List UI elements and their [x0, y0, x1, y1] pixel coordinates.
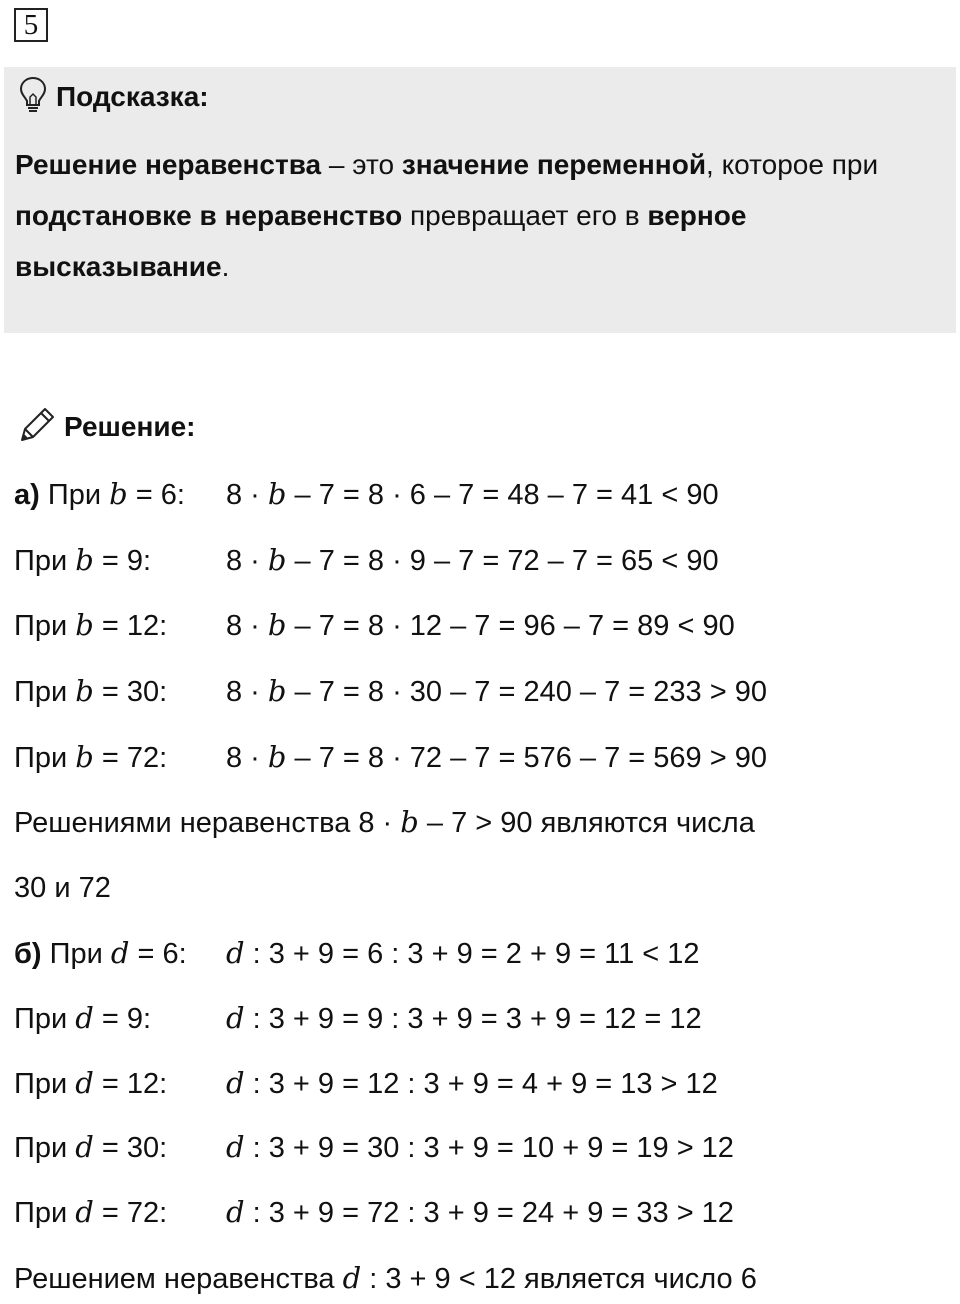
conclusion-text [14, 807, 755, 839]
row-condition [14, 1063, 167, 1104]
row-condition [14, 933, 187, 974]
text-run: : 3 + 9 = 72 : 3 + 9 = 24 + 9 = 33 > 12 [244, 1197, 734, 1229]
lightbulb-icon [18, 75, 48, 120]
text-run: При [14, 1197, 76, 1229]
variable: d [75, 1066, 94, 1100]
row-calculation [226, 540, 719, 581]
text-run: При [14, 545, 76, 577]
variable: b [75, 740, 94, 774]
row-calculation [226, 1192, 734, 1233]
hint-bold-term: подстановке в неравенство [15, 200, 403, 231]
text-run: При [14, 1003, 76, 1035]
text-run: = 30: [93, 1132, 168, 1164]
row-calculation [226, 933, 700, 974]
solution-header [16, 404, 195, 450]
text-run: = 72: [93, 742, 168, 774]
variable: b [267, 608, 287, 642]
text-run: При [39, 479, 110, 511]
conclusion-text [14, 1263, 757, 1295]
text-run: = 72: [93, 1197, 168, 1229]
text-run: = 30: [93, 676, 168, 708]
variable: b [267, 674, 287, 708]
text-run: Решением неравенства [14, 1263, 343, 1295]
text-run: = 9: [93, 545, 152, 577]
text-run: – 7 = 8 · 6 – 7 = 48 – 7 = 41 < 90 [286, 479, 719, 511]
variable: d [226, 936, 245, 970]
part-label: а) [14, 479, 40, 511]
row-condition [14, 1192, 167, 1233]
variable: b [109, 477, 128, 511]
text-run: = 9: [93, 1003, 152, 1035]
text-run: : 3 + 9 = 12 : 3 + 9 = 4 + 9 = 13 > 12 [244, 1068, 718, 1100]
variable: d [110, 936, 130, 970]
text-run: 8 · [226, 479, 268, 511]
text-run: = 6: [129, 938, 187, 970]
row-calculation [226, 1127, 734, 1168]
text-run: 30 и 72 [14, 872, 111, 904]
variable: d [226, 1001, 245, 1035]
row-condition [14, 737, 167, 778]
hint-bold-term: значение переменной [401, 149, 707, 180]
text-run: = 6: [127, 479, 185, 511]
variable: d [75, 1001, 94, 1035]
text-run: При [14, 676, 76, 708]
conclusion-text [14, 872, 111, 904]
hint-text-run: – это [321, 149, 402, 180]
variable: d [75, 1195, 94, 1229]
variable: b [400, 805, 419, 839]
row-condition [14, 671, 167, 712]
text-run: Решениями неравенства 8 · [14, 807, 401, 839]
solution-conclusion [14, 802, 755, 842]
row-condition [14, 998, 151, 1039]
row-condition [14, 605, 167, 646]
variable: b [267, 477, 287, 511]
text-run: : 3 + 9 = 30 : 3 + 9 = 10 + 9 = 19 > 12 [244, 1132, 734, 1164]
text-run: – 7 = 8 · 72 – 7 = 576 – 7 = 569 > 90 [286, 742, 767, 774]
text-run: – 7 = 8 · 30 – 7 = 240 – 7 = 233 > 90 [286, 676, 767, 708]
hint-bold-term: Решение неравенства [15, 149, 322, 180]
text-run: 8 · [226, 742, 268, 774]
text-run: – 7 = 8 · 9 – 7 = 72 – 7 = 65 < 90 [286, 545, 719, 577]
hint-text-run: . [221, 251, 230, 282]
variable: b [267, 543, 287, 577]
variable: d [226, 1195, 245, 1229]
row-calculation [226, 1063, 718, 1104]
hint-text [15, 139, 945, 292]
hint-title: Подсказка: [56, 81, 209, 112]
text-run: : 3 + 9 < 12 является число 6 [361, 1263, 757, 1295]
text-run: : 3 + 9 = 6 : 3 + 9 = 2 + 9 = 11 < 12 [244, 938, 700, 970]
text-run: 8 · [226, 610, 268, 642]
solution-title: Решение: [64, 411, 196, 442]
text-run: 8 · [226, 545, 268, 577]
row-condition [14, 474, 185, 515]
text-run: – 7 > 90 являются числа [418, 807, 755, 839]
variable: b [75, 543, 94, 577]
text-run: = 12: [93, 1068, 168, 1100]
task-number: 5 [14, 8, 48, 42]
row-calculation [226, 737, 767, 778]
solution-conclusion [14, 1258, 757, 1298]
pencil-icon [16, 404, 58, 451]
text-run: При [14, 1132, 76, 1164]
variable: b [75, 674, 94, 708]
variable: d [226, 1130, 245, 1164]
text-run: 8 · [226, 676, 268, 708]
hint-text-run: , которое при [706, 149, 879, 180]
variable: d [226, 1066, 245, 1100]
text-run: – 7 = 8 · 12 – 7 = 96 – 7 = 89 < 90 [286, 610, 735, 642]
text-run: При [14, 742, 76, 774]
hint-header [18, 77, 209, 117]
variable: d [342, 1261, 362, 1295]
row-calculation [226, 998, 702, 1039]
solution-conclusion [14, 868, 111, 908]
hint-box [4, 67, 956, 333]
row-calculation [226, 671, 767, 712]
part-label: б) [14, 938, 42, 970]
row-condition [14, 1127, 167, 1168]
hint-text-run: превращает его в [402, 200, 648, 231]
variable: b [75, 608, 94, 642]
row-condition [14, 540, 151, 581]
row-calculation [226, 474, 719, 515]
text-run: При [41, 938, 111, 970]
variable: b [267, 740, 287, 774]
text-run: : 3 + 9 = 9 : 3 + 9 = 3 + 9 = 12 = 12 [244, 1003, 702, 1035]
text-run: При [14, 610, 76, 642]
text-run: При [14, 1068, 76, 1100]
variable: d [75, 1130, 94, 1164]
hint-bold-term: верное высказывание [15, 200, 747, 282]
text-run: = 12: [93, 610, 168, 642]
row-calculation [226, 605, 735, 646]
